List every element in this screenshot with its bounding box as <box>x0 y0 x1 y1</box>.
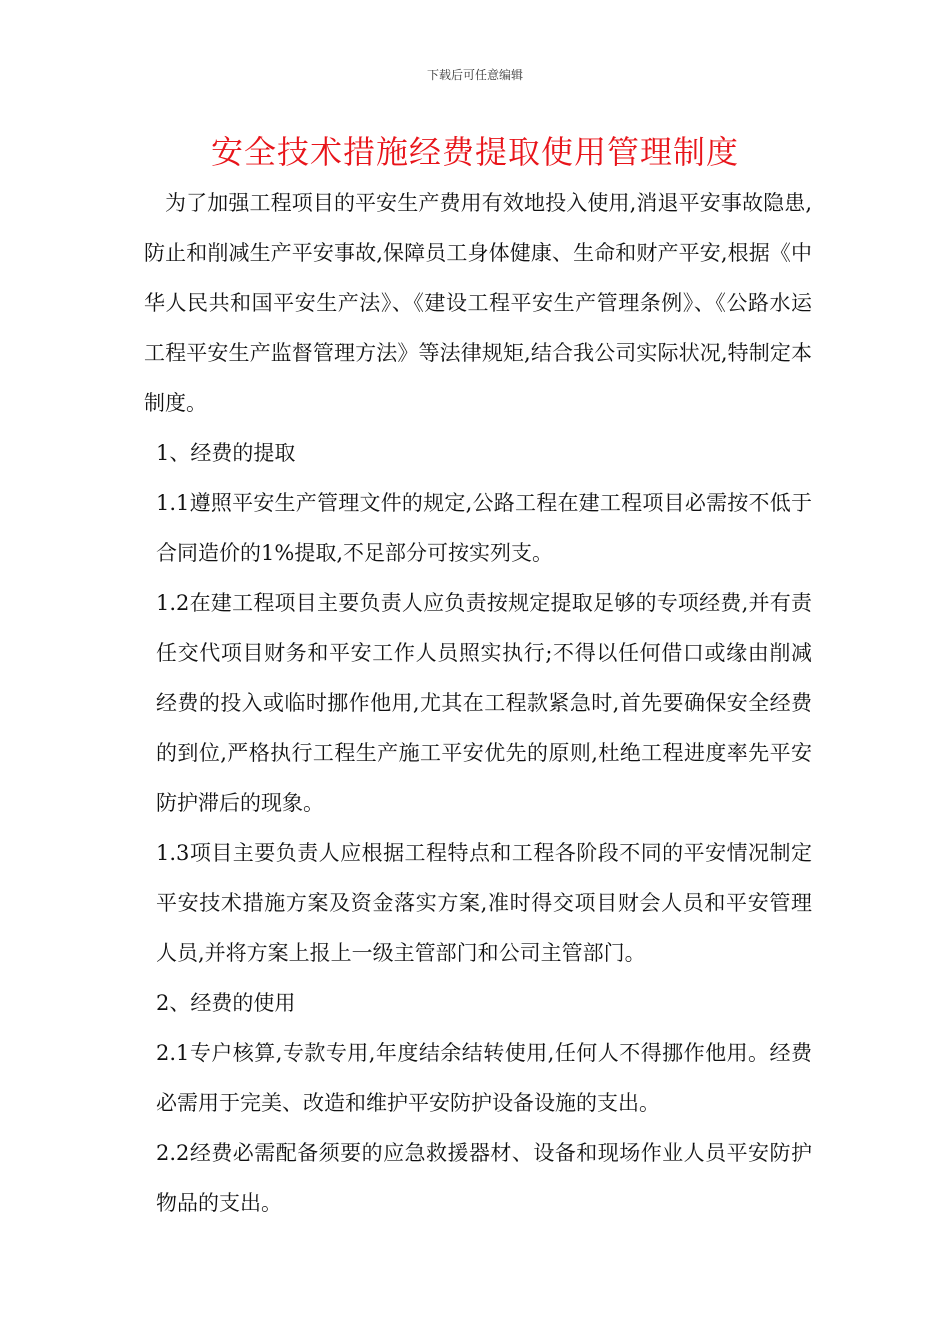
paragraph-1-1: 1.1遵照平安生产管理文件的规定,公路工程在建工程项目必需按不低于合同造价的1%提取,不足部分可按实列支。 <box>156 491 812 565</box>
section-heading-1: 1、经费的提取 <box>156 441 296 465</box>
document-title: 安全技术措施经费提取使用管理制度 <box>210 133 739 171</box>
paragraph-1-2: 1.2在建工程项目主要负责人应负责按规定提取足够的专项经费,并有责任交代项目财务和平安工作人员照实执行;不得以任何借口或缘由削减经费的投入或临时挪作他用,尤其在工程款紧急时,首先要确保安全经费的到位,严格执行工程生产施工平安优先的原则,杜绝工程进度率先平安防护滞后的现象。 <box>156 591 812 815</box>
intro-paragraph: 为了加强工程项目的平安生产费用有效地投入使用,消退平安事故隐患,防止和削减生产平安事故,保障员工身体健康、生命和财产平安,根据《中华人民共和国平安生产法》、《建设工程平安生产管理条例》、《公路水运工程平安生产监督管理方法》等法律规矩,结合我公司实际状况,特制定本制度。 <box>144 191 812 415</box>
paragraph-1-3: 1.3项目主要负责人应根据工程特点和工程各阶段不同的平安情况制定平安技术措施方案及资金落实方案,准时得交项目财会人员和平安管理人员,并将方案上报上一级主管部门和公司主管部门。 <box>156 841 812 965</box>
paragraph-2-1: 2.1专户核算,专款专用,年度结余结转使用,任何人不得挪作他用。经费必需用于完美、改造和维护平安防护设备设施的支出。 <box>156 1041 812 1115</box>
document-body <box>144 178 812 1228</box>
header-note: 下载后可任意编辑 <box>426 68 523 82</box>
section-heading-2: 2、经费的使用 <box>156 991 296 1015</box>
paragraph-2-2: 2.2经费必需配备须要的应急救援器材、设备和现场作业人员平安防护物品的支出。 <box>156 1141 812 1215</box>
